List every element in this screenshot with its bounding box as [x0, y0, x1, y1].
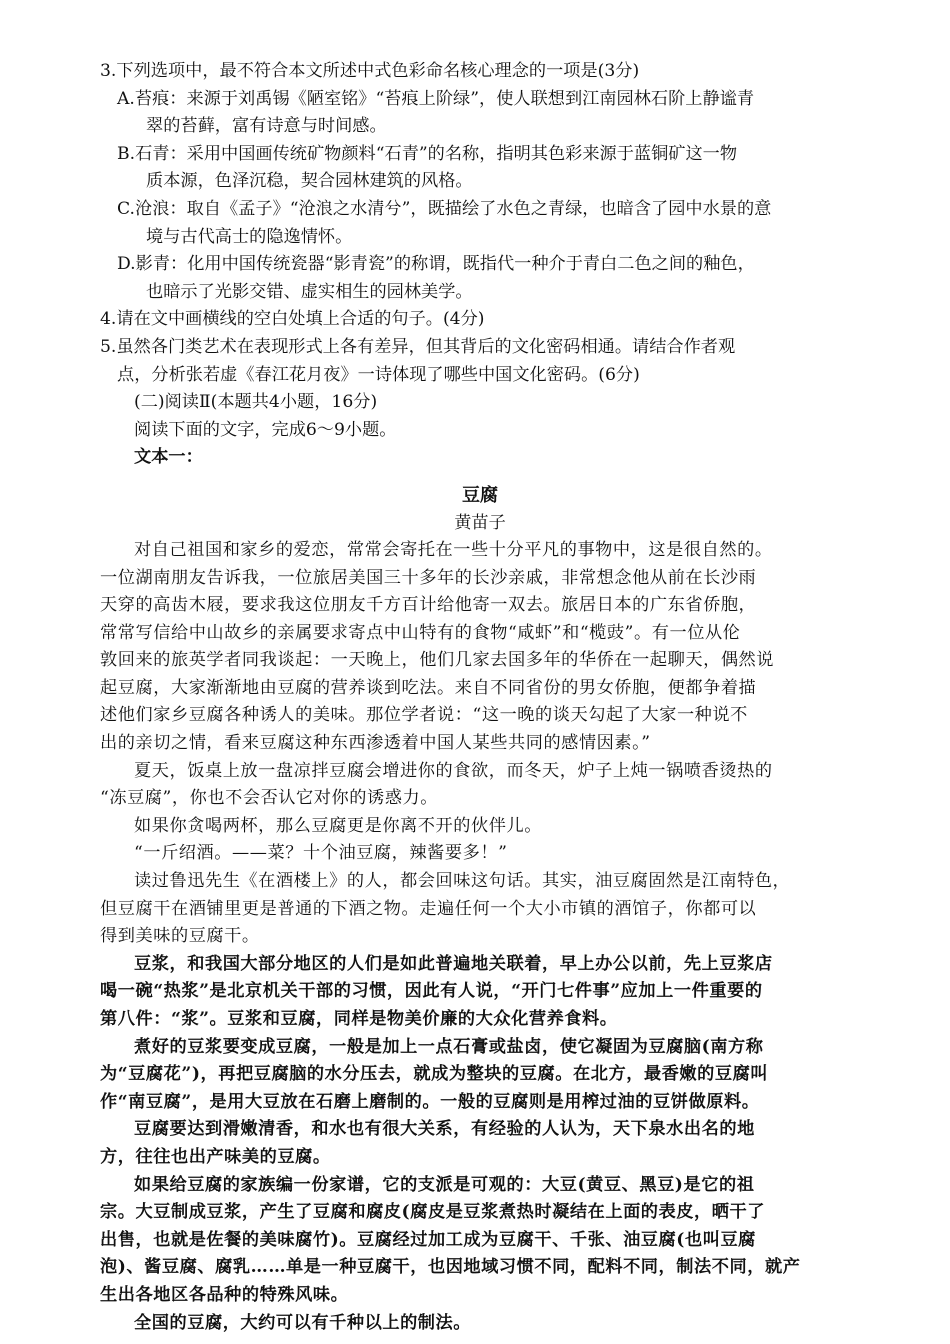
article-line: 泡)、酱豆腐、腐乳……单是一种豆腐干，也因地域习惯不同，配料不同，制法不同，就产	[100, 1257, 801, 1278]
article-line: 天穿的高齿木屐，要求我这位朋友千方百计给他寄一双去。旅居日本的广东省侨胞，	[100, 595, 757, 616]
article-line: “一斤绍酒。——菜？十个油豆腐，辣酱要多！”	[134, 843, 508, 864]
article-line: 全国的豆腐，大约可以有千种以上的制法。	[134, 1312, 472, 1333]
article-line: 读过鲁迅先生《在酒楼上》的人，都会回味这句话。其实，油豆腐固然是江南特色，	[134, 871, 791, 892]
article-line: 敦回来的旅英学者同我谈起：一天晚上，他们几家去国多年的华侨在一起聊天，偶然说	[100, 650, 775, 671]
article-line: 但豆腐干在酒铺里更是普通的下酒之物。走遍任何一个大小市镇的酒馆子，你都可以	[100, 898, 757, 919]
option-c-line-1: C.沧浪：取自《孟子》“沧浪之水清兮”，既描绘了水色之青绿，也暗含了园中水景的意	[117, 198, 772, 219]
article-line: 述他们家乡豆腐各种诱人的美味。那位学者说：“这一晚的谈天勾起了大家一种说不	[100, 705, 748, 726]
article-title: 豆腐	[462, 484, 498, 506]
text-one-label: 文本一：	[134, 447, 203, 468]
option-d-line-1: D.影青：化用中国传统瓷器“影青瓷”的称谓，既指代一种介于青白二色之间的釉色，	[117, 254, 755, 275]
article-author: 黄苗子	[454, 512, 506, 533]
question-3-stem: 3.下列选项中，最不符合本文所述中式色彩命名核心理念的一项是(3分)	[100, 61, 640, 81]
article-body	[100, 537, 860, 1337]
article-line: 作“南豆腐”，是用大豆放在石磨上磨制的。一般的豆腐则是用榨过油的豆饼做原料。	[100, 1091, 760, 1112]
question-4: 4.请在文中画横线的空白处填上合适的句子。(4分)	[100, 309, 485, 330]
section-instruction: 阅读下面的文字，完成6～9小题。	[134, 419, 397, 440]
article-line: “冻豆腐”，你也不会否认它对你的诱惑力。	[100, 788, 438, 809]
article-line: 为“豆腐花”)，再把豆腐脑的水分压去，就成为整块的豆腐。在北方，最香嫩的豆腐叫	[100, 1064, 769, 1085]
article-line: 起豆腐，大家渐渐地由豆腐的营养谈到吃法。来自不同省份的男女侨胞，便都争着描	[100, 677, 757, 698]
option-a-line-2: 翠的苔藓，富有诗意与时间感。	[146, 116, 387, 137]
option-d-line-2: 也暗示了光影交错、虚实相生的园林美学。	[146, 281, 473, 302]
article-line: 一位湖南朋友告诉我，一位旅居美国三十多年的长沙亲戚，非常想念他从前在长沙雨	[100, 567, 757, 588]
article-line: 宗。大豆制成豆浆，产生了豆腐和腐皮(腐皮是豆浆煮热时凝结在上面的表皮，晒干了	[100, 1202, 765, 1223]
article-line: 豆浆，和我国大部分地区的人们是如此普遍地关联着，早上办公以前，先上豆浆店	[134, 953, 773, 974]
question-5-line-1: 5.虽然各门类艺术在表现形式上各有差异，但其背后的文化密码相通。请结合作者观	[100, 336, 736, 357]
article-line: 常常写信给中山故乡的亲属要求寄点中山特有的食物“咸虾”和“榄豉”。有一位从伦	[100, 622, 741, 643]
section-heading: (二)阅读Ⅱ(本题共4小题，16分)	[134, 392, 378, 413]
article-line: 如果你贪喝两杯，那么豆腐更是你离不开的伙伴儿。	[134, 815, 542, 836]
article-line: 生出各地区各品种的特殊风味。	[100, 1284, 349, 1305]
article-line: 出的亲切之情，看来豆腐这种东西渗透着中国人某些共同的感情因素。”	[100, 733, 651, 754]
article-line: 豆腐要达到滑嫩清香，和水也有很大关系，有经验的人认为，天下泉水出名的地	[134, 1119, 755, 1140]
article-line: 煮好的豆浆要变成豆腐，一般是加上一点石膏或盐卤，使它凝固为豆腐脑(南方称	[134, 1036, 764, 1057]
article-line: 第八件：“浆”。豆浆和豆腐，同样是物美价廉的大众化营养食料。	[100, 1009, 618, 1029]
option-b-line-2: 质本源，色泽沉稳，契合园林建筑的风格。	[146, 171, 473, 192]
article-line: 出售，也就是佐餐的美味腐竹)。豆腐经过加工成为豆腐干、千张、油豆腐(也叫豆腐	[100, 1229, 756, 1250]
question-5-line-2: 点，分析张若虚《春江花月夜》一诗体现了哪些中国文化密码。(6分)	[117, 364, 640, 385]
article-line: 对自己祖国和家乡的爱恋，常常会寄托在一些十分平凡的事物中，这是很自然的。	[134, 539, 773, 560]
option-c-line-2: 境与古代高士的隐逸情怀。	[146, 226, 353, 247]
article-line: 方，往往也出产味美的豆腐。	[100, 1146, 331, 1167]
article-line: 如果给豆腐的家族编一份家谱，它的支派是可观的：大豆(黄豆、黑豆)是它的祖	[134, 1174, 755, 1195]
option-a-line-1: A.苔痕：来源于刘禹锡《陋室铭》“苔痕上阶绿”，使人联想到江南园林石阶上静谧青	[117, 88, 755, 109]
article-line: 喝一碗“热浆”是北京机关干部的习惯，因此有人说，“开门七件事”应加上一件重要的	[100, 981, 763, 1002]
option-b-line-1: B.石青：采用中国画传统矿物颜料“石青”的名称，指明其色彩来源于蓝铜矿这一物	[117, 143, 738, 164]
article-line: 得到美味的豆腐干。	[100, 926, 260, 947]
article-line: 夏天，饭桌上放一盘凉拌豆腐会增进你的食欲，而冬天，炉子上炖一锅喷香烫热的	[134, 760, 773, 781]
